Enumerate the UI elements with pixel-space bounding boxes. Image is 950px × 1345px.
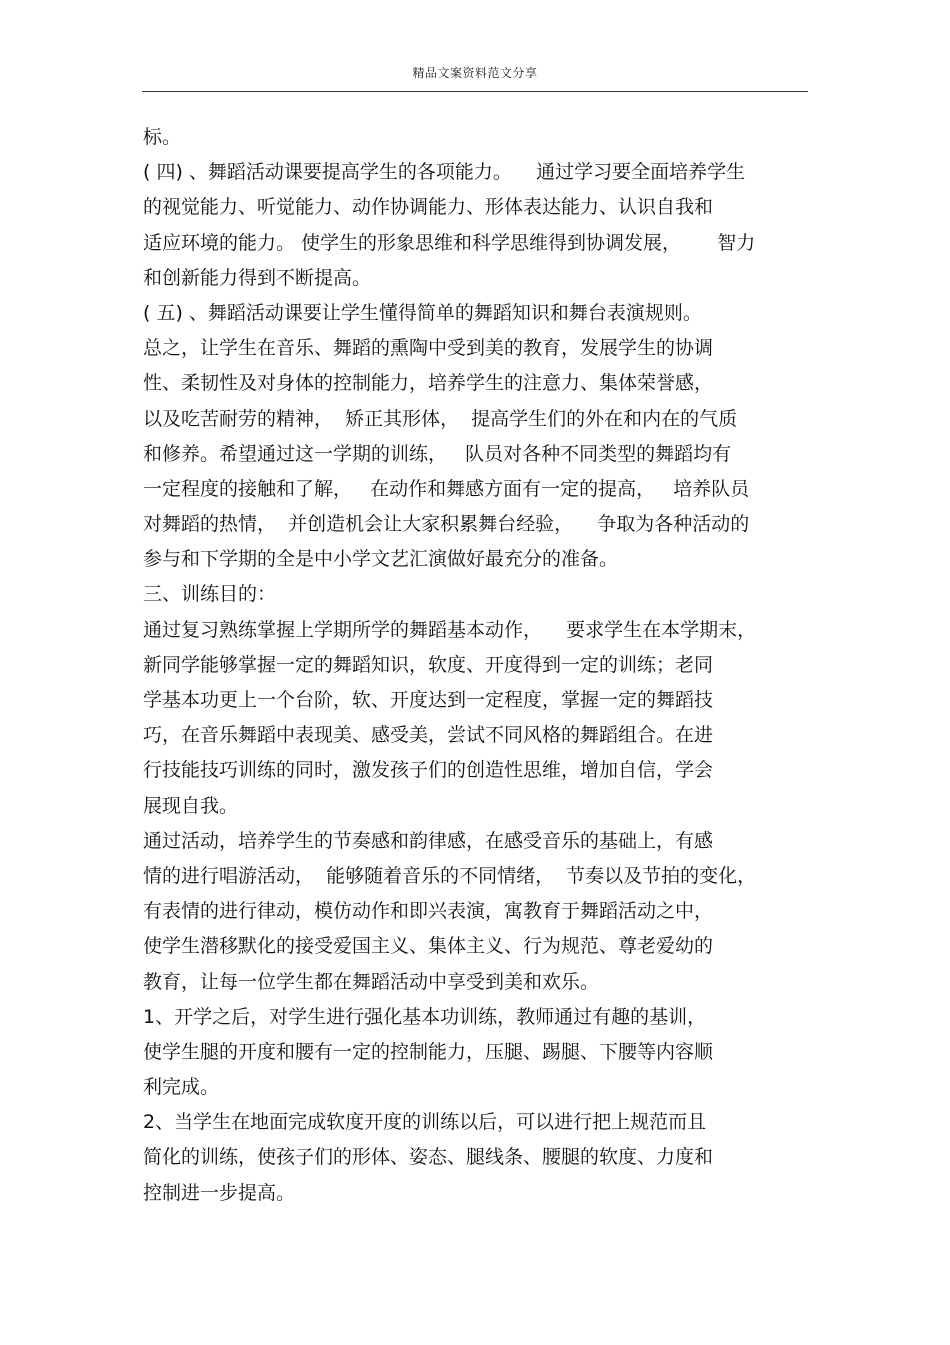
document-body — [143, 120, 813, 1211]
text-line: 的视觉能力、听觉能力、动作协调能力、形体表达能力、认识自我和 — [143, 196, 714, 219]
text-line: 通过活动，培养学生的节奏感和韵律感，在感受音乐的基础上，有感 — [143, 829, 714, 852]
text-line: 和修养。希望通过这一学期的训练， 队员对各种不同类型的舞蹈均有 — [143, 442, 732, 465]
text-line: 使学生潜移默化的接受爱国主义、集体主义、行为规范、尊老爱幼的 — [143, 935, 714, 958]
text-line: 1、开学之后，对学生进行强化基本功训练，教师通过有趣的基训， — [143, 1005, 707, 1028]
text-line: 2、当学生在地面完成软度开度的训练以后，可以进行把上规范而且 — [143, 1111, 707, 1134]
text-line: 性、柔韧性及对身体的控制能力，培养学生的注意力、集体荣誉感， — [143, 372, 714, 395]
text-line: 简化的训练，使孩子们的形体、姿态、腿线条、腰腿的软度、力度和 — [143, 1146, 714, 1169]
text-line: 有表情的进行律动，模仿动作和即兴表演，寓教育于舞蹈活动之中， — [143, 900, 714, 923]
text-line: 新同学能够掌握一定的舞蹈知识，软度、开度得到一定的训练；老同 — [143, 653, 714, 676]
text-line: 一定程度的接触和了解， 在动作和舞感方面有一定的提高， 培养队员 — [143, 477, 750, 500]
text-line: ( 五) 、舞蹈活动课要让学生懂得简单的舞蹈知识和舞台表演规则。 — [143, 301, 702, 324]
text-line: 以及吃苦耐劳的精神， 矫正其形体， 提高学生们的外在和内在的气质 — [143, 407, 738, 430]
text-line: 标。 — [143, 126, 182, 148]
text-line: 利完成。 — [143, 1076, 220, 1099]
text-line: 通过复习熟练掌握上学期所学的舞蹈基本动作， 要求学生在本学期末， — [143, 618, 757, 641]
text-line: 对舞蹈的热情， 并创造机会让大家积累舞台经验， 争取为各种活动的 — [143, 513, 750, 536]
page-header: 精品文案资料范文分享 — [412, 66, 538, 80]
text-line: 总之，让学生在音乐、舞蹈的熏陶中受到美的教育，发展学生的协调 — [143, 337, 714, 360]
text-line: 和创新能力得到不断提高。 — [143, 266, 372, 289]
text-line: 参与和下学期的全是中小学文艺汇演做好最充分的准备。 — [143, 548, 619, 571]
text-line: 展现自我。 — [143, 794, 239, 817]
text-line: 巧，在音乐舞蹈中表现美、感受美，尝试不同风格的舞蹈组合。在进 — [143, 724, 714, 747]
text-line: 情的进行唱游活动， 能够随着音乐的不同情绪， 节奏以及节拍的变化， — [143, 864, 757, 887]
text-line: 行技能技巧训练的同时，激发孩子们的创造性思维，增加自信，学会 — [143, 759, 714, 782]
text-line: ( 四) 、舞蹈活动课要提高学生的各项能力。 通过学习要全面培养学生 — [143, 161, 746, 184]
section-heading: 三、训练目的： — [143, 583, 277, 606]
text-line: 适应环境的能力。 使学生的形象思维和科学思维得到协调发展， 智力 — [143, 231, 756, 254]
header-divider — [142, 91, 808, 92]
text-line: 使学生腿的开度和腰有一定的控制能力，压腿、踢腿、下腰等内容顺 — [143, 1040, 714, 1063]
text-line: 学基本功更上一个台阶，软、开度达到一定程度，掌握一定的舞蹈技 — [143, 689, 714, 711]
text-line: 控制进一步提高。 — [143, 1181, 296, 1204]
text-line: 教育，让每一位学生都在舞蹈活动中享受到美和欢乐。 — [143, 970, 600, 993]
